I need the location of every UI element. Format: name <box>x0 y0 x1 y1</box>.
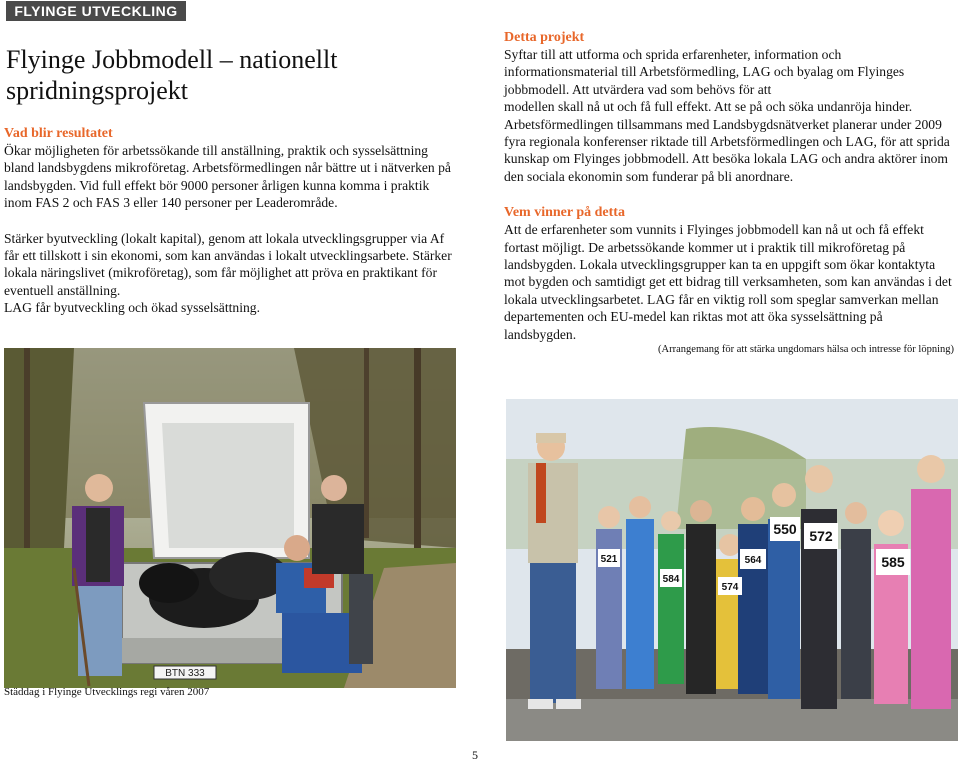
bib-572: 572 <box>809 528 833 544</box>
project-paragraph-1: Syftar till att utforma och sprida erfarenheter, information och informationsmaterial till Arbetsförmedling, LAG och byalag om Flyinges jobbmodell. Att utvärdera vad som behövs för att <box>504 47 905 97</box>
left-photo-caption: Städdag i Flyinge Utvecklings regi våren 2007 <box>4 686 210 698</box>
bib-564: 564 <box>744 555 762 566</box>
cleanup-photo <box>4 348 456 688</box>
winners-paragraph: Att de erfarenheter som vunnits i Flyinges jobbmodell kan nå ut och få effekt fortast möjligt. De arbetssökande kommer ut i praktik till mikroföretag på landsbygden. Lokala utvecklingsgrupper kan ta en uppgift som ökar kontaktyta mot bygden och samtidigt get ett bidrag till verksamheten, som kan användas i det lokala utvecklingsarbetet. LAG får en viktig roll som speglar samverkan mellan departementen och EU-medel kan riktas mot att öka sysselsättning på landsbygden. <box>504 222 952 342</box>
page-number: 5 <box>472 748 478 762</box>
section-heading-winners: Vem vinner på detta <box>504 205 625 221</box>
page-title: Flyinge Jobbmodell – nationellt spridningsprojekt <box>6 45 338 105</box>
section-heading-project: Detta projekt <box>504 30 585 45</box>
running-event-photo <box>506 399 958 741</box>
bib-584: 584 <box>662 574 680 585</box>
right-photo-caption: (Arrangemang för att stärka ungdomars hälsa och intresse för löpning) <box>658 344 954 356</box>
results-paragraph-1: Ökar möjligheten för arbetssökande till anställning, praktik och sysselsättning bland landsbygdens mikroföretag. Arbetsförmedlingen når bättre ut i nätverken på landsbygden. Vid full effekt bör 9000 personer årligen kunna komma i praktik inom FAS 2 och FAS 3 eller 140 personer per Leaderområde. <box>4 143 451 211</box>
right-column <box>504 29 954 357</box>
project-paragraph-2: modellen skall nå ut och få full effekt. Att se på och söka undanröja hinder. <box>504 99 913 115</box>
bib-550: 550 <box>773 521 797 537</box>
license-plate: BTN 333 <box>165 668 205 679</box>
bib-521: 521 <box>600 554 618 565</box>
project-paragraph-3: Arbetsförmedlingen tillsammans med Landsbygdsnätverket planerar under 2009 fyra regionala konferenser riktade till Arbetsförmedlingen och LAG, för att sprida kunskap om Flyinges jobbmodell. Att besöka lokala LAG och andra aktörer inom den sociala ekonomin som funderar på bli anordnare. <box>504 116 950 184</box>
bib-585: 585 <box>881 554 905 570</box>
section-heading-results: Vad blir resultatet <box>4 126 113 141</box>
logo: FLYINGE UTVECKLING <box>6 1 186 21</box>
left-column <box>4 125 456 317</box>
bib-574: 574 <box>721 582 739 593</box>
results-paragraph-3: LAG får byutveckling och ökad sysselsättning. <box>4 300 260 316</box>
results-paragraph-2: Stärker byutveckling (lokalt kapital), genom att lokala utvecklingsgrupper via Af får ett tillskott i sin ekonomi, som kan användas i lokalt utvecklingsarbete. Stärker lokala näringslivet (mikroföretag), som får möjlighet att pröva en praktikant för eventuell anställning. <box>4 230 452 298</box>
